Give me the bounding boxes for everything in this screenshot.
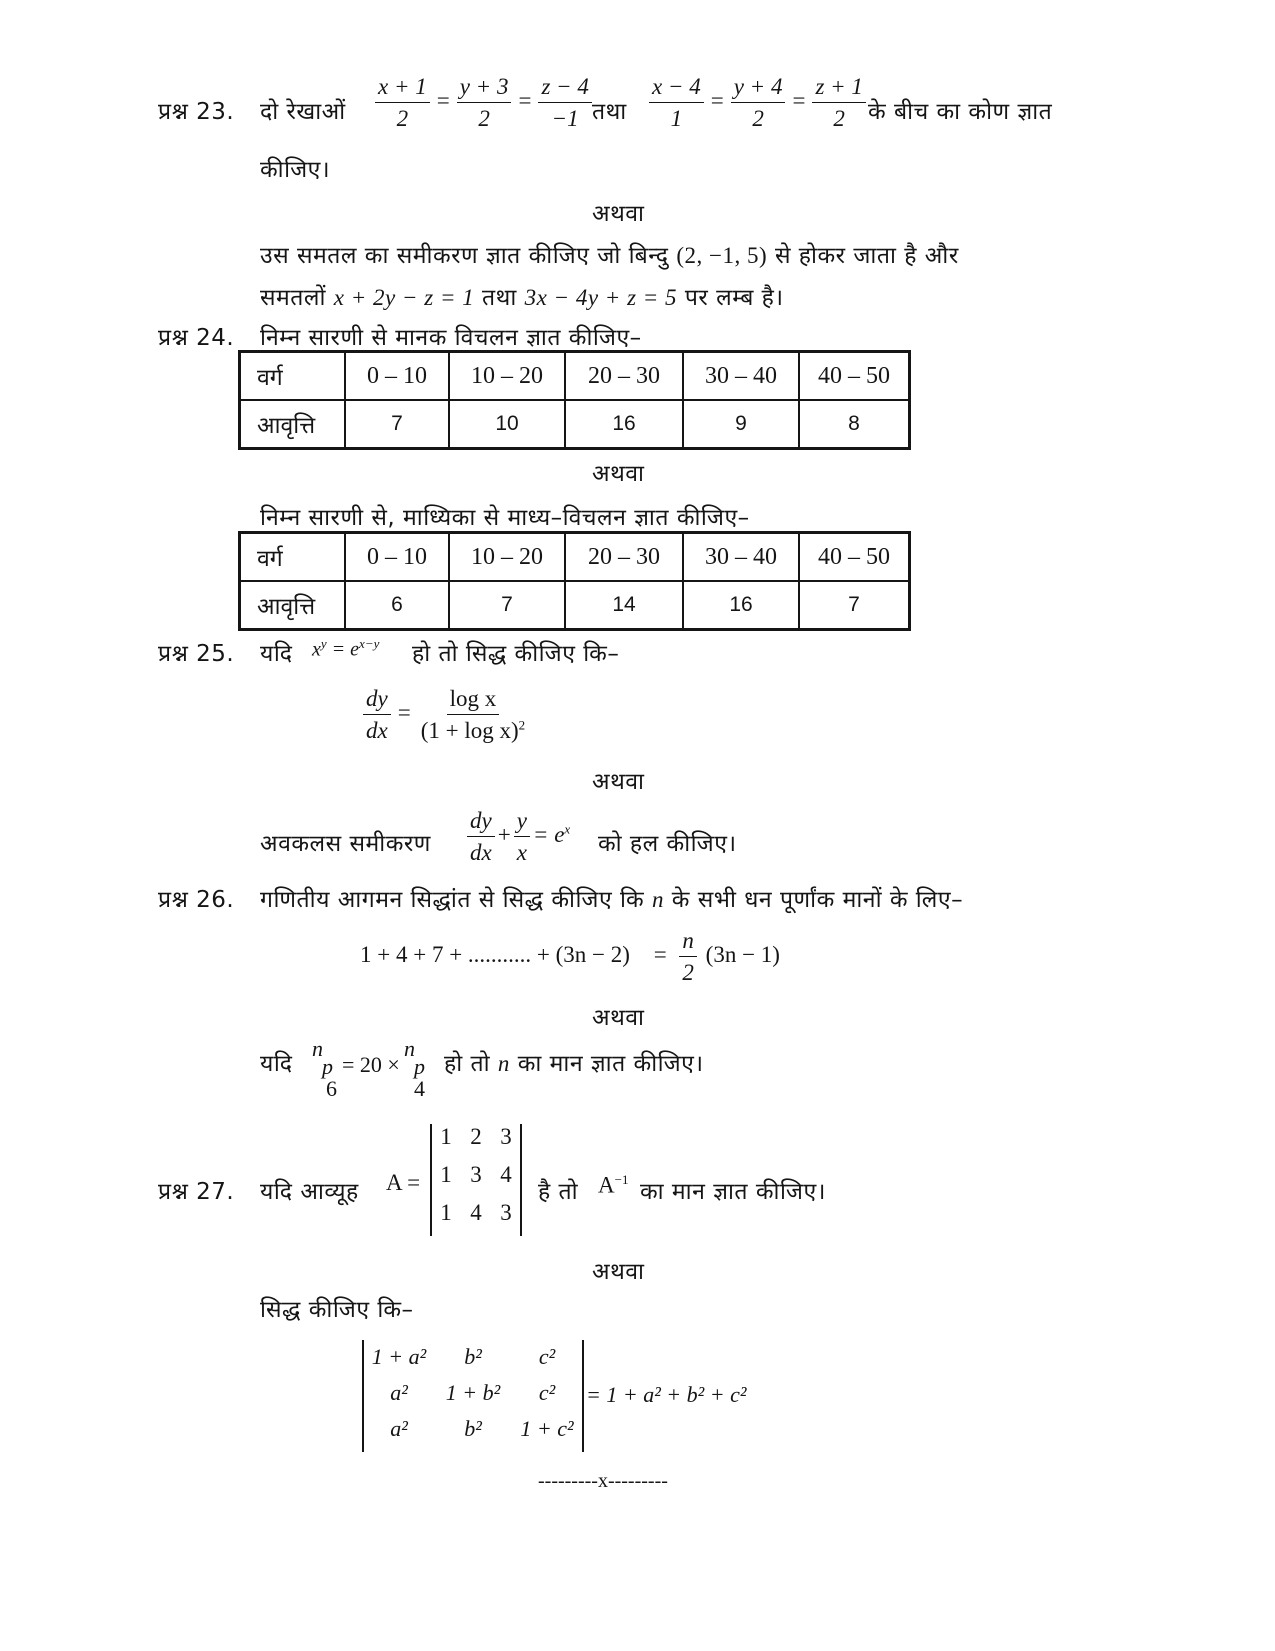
q26-frac: $\frac{n}{2}$ [679, 928, 697, 986]
q25-label: प्रश्न 25. [158, 641, 235, 667]
matrix-cell: 2 [470, 1124, 482, 1149]
q27-inverse: $A^{-1}$ [598, 1172, 629, 1198]
q23-label: प्रश्न 23. [158, 99, 235, 125]
table-cell: 6 [345, 581, 449, 630]
q23-line2-frac-z: $\frac{z + 1}{2}$ [812, 74, 865, 132]
q25-derivative-equation: $\frac{dy}{dx}$ = $\frac{\text{log x}}{(1 + \log x)^2}$ [360, 686, 531, 744]
matrix-cell: 4 [470, 1200, 482, 1225]
table-cell: 7 [449, 581, 565, 630]
matrix-cell: 3 [470, 1162, 482, 1187]
q27-text-1: यदि आव्यूह [260, 1179, 359, 1205]
page-end-marker: ---------x--------- [538, 1470, 668, 1492]
table-cell: 0 – 10 [345, 533, 449, 582]
matrix-cell: 3 [500, 1124, 512, 1149]
q23-text-1: दो रेखाओं [260, 99, 346, 125]
q27-matrix [430, 1124, 522, 1236]
q25-lhs-frac: $\frac{dy}{dx}$ [363, 686, 391, 744]
table-cell: 16 [683, 581, 799, 630]
q26-n-var: n [651, 887, 664, 912]
q23-line2-frac-y: $\frac{y + 4}{2}$ [731, 74, 786, 132]
q25-text-1: यदि [260, 641, 293, 667]
det-cell: 1 + a² [371, 1344, 427, 1369]
q24-table-2 [238, 531, 911, 631]
q23-plane2: 3x − 4y + z = 5 [524, 285, 678, 310]
q23-plane1: x + 2y − z = 1 [333, 285, 475, 310]
q23-line1-frac-z: $\frac{z - 4}{-1}$ [538, 74, 591, 132]
q26-text: गणितीय आगमन सिद्धांत से सिद्ध कीजिए कि n के सभी धन पूर्णांक मानों के लिए– [260, 887, 964, 913]
row-header: आवृत्ति [240, 581, 346, 630]
q26-tail: (3n − 1) [705, 942, 780, 968]
table-cell: 30 – 40 [683, 533, 799, 582]
table-row [240, 533, 910, 582]
q26-alt-text-1: यदि [260, 1051, 293, 1077]
table-cell: 10 – 20 [449, 352, 565, 401]
matrix-cell: 3 [500, 1200, 512, 1225]
det-cell: a² [390, 1416, 408, 1441]
row-header: वर्ग [240, 352, 346, 401]
q26-series: 1 + 4 + 7 + ........... + (3n − 2) [360, 942, 630, 968]
q25-athva: अथवा [592, 769, 645, 795]
q23-alt-line1: उस समतल का समीकरण ज्ञात कीजिए जो बिन्दु (2, −1, 5) से होकर जाता है और [260, 243, 959, 269]
q27-text-2: है तो [538, 1179, 579, 1205]
table-cell: 10 – 20 [449, 533, 565, 582]
q25-alt-text-2: को हल कीजिए। [598, 831, 737, 857]
q23-text-2: तथा [592, 99, 627, 125]
q25-de-frac-2: $\frac{y}{x}$ [514, 808, 530, 866]
q23-line1-frac-x: $\frac{x + 1}{2}$ [375, 74, 430, 132]
q23-text-3: के बीच का कोण ज्ञात [868, 99, 1053, 125]
q23-line2-frac-x: $\frac{x - 4}{1}$ [649, 74, 704, 132]
table-cell: 16 [565, 400, 683, 449]
matrix-cell: 1 [440, 1162, 452, 1187]
det-cell: 1 + b² [445, 1380, 501, 1405]
q24-text: निम्न सारणी से मानक विचलन ज्ञात कीजिए– [260, 325, 642, 351]
q27-matrix-name: A = [386, 1170, 421, 1195]
q26-alt-text-2: हो तो n का मान ज्ञात कीजिए। [444, 1051, 704, 1077]
det-cell: c² [538, 1344, 556, 1369]
q25-de-frac-1: $\frac{dy}{dx}$ [467, 808, 495, 866]
table-cell: 20 – 30 [565, 352, 683, 401]
row-header: आवृत्ति [240, 400, 346, 449]
table-cell: 7 [345, 400, 449, 449]
det-cell: b² [464, 1344, 482, 1369]
q23-line1-equation: $\frac{x + 1}{2}$ = $\frac{y + 3}{2}$ = $\frac{z - 4}{-1}$ [372, 74, 595, 132]
table-cell: 30 – 40 [683, 352, 799, 401]
row-header: वर्ग [240, 533, 346, 582]
q23-line1-frac-y: $\frac{y + 3}{2}$ [457, 74, 512, 132]
table-cell: 8 [799, 400, 910, 449]
q24-table-1 [238, 350, 911, 450]
q27-label: प्रश्न 27. [158, 1179, 235, 1205]
q24-label: प्रश्न 24. [158, 325, 235, 351]
q27-determinant [362, 1340, 584, 1452]
q23-line2-equation: $\frac{x - 4}{1}$ = $\frac{y + 4}{2}$ = $\frac{z + 1}{2}$ [646, 74, 869, 132]
q23-text-4: कीजिए। [260, 157, 331, 183]
matrix-cell: 4 [500, 1162, 512, 1187]
q23-alt-line2: समतलों x + 2y − z = 1 तथा 3x − 4y + z = 5 पर लम्ब है। [260, 285, 784, 311]
table-row [240, 400, 910, 449]
table-cell: 14 [565, 581, 683, 630]
table-cell: 40 – 50 [799, 533, 910, 582]
det-cell: 1 + c² [520, 1416, 574, 1441]
table-cell: 10 [449, 400, 565, 449]
q25-equation: $x^y = e^{x-y}$ [312, 636, 380, 661]
q23-point: (2, −1, 5) [676, 243, 768, 268]
q25-differential-equation: $\frac{dy}{dx}$ + $\frac{y}{x}$ = $e^x$ [464, 808, 570, 866]
table-cell: 0 – 10 [345, 352, 449, 401]
table-cell: 20 – 30 [565, 533, 683, 582]
matrix-cell: 1 [440, 1124, 452, 1149]
q25-rhs-frac: $\frac{\text{log x}}{(1 + \log x)^2}$ [420, 686, 526, 744]
q26-series-equation: 1 + 4 + 7 + ........... + (3n − 2) = $\frac{n}{2}$ (3n − 1) [360, 928, 780, 986]
matrix-cell: 1 [440, 1200, 452, 1225]
q26-permutation-mid: = 20 × [342, 1052, 400, 1077]
q26-label: प्रश्न 26. [158, 887, 235, 913]
q24-athva: अथवा [592, 461, 645, 487]
table-cell: 7 [799, 581, 910, 630]
det-cell: c² [538, 1380, 556, 1405]
q23-athva: अथवा [592, 201, 645, 227]
q27-text-3: का मान ज्ञात कीजिए। [640, 1179, 826, 1205]
q25-alt-text-1: अवकलस समीकरण [260, 831, 431, 857]
table-row [240, 581, 910, 630]
q24-alt-text: निम्न सारणी से, माध्यिका से माध्य–विचलन ज्ञात कीजिए– [260, 505, 750, 531]
q27-alt-text: सिद्ध कीजिए कि– [260, 1297, 414, 1323]
table-cell: 9 [683, 400, 799, 449]
table-row [240, 352, 910, 401]
det-cell: b² [464, 1416, 482, 1441]
q27-athva: अथवा [592, 1259, 645, 1285]
q25-text-2: हो तो सिद्ध कीजिए कि– [412, 641, 620, 667]
q26-athva: अथवा [592, 1005, 645, 1031]
q27-det-rhs: = 1 + a² + b² + c² [586, 1382, 747, 1407]
table-cell: 40 – 50 [799, 352, 910, 401]
det-cell: a² [390, 1380, 408, 1405]
